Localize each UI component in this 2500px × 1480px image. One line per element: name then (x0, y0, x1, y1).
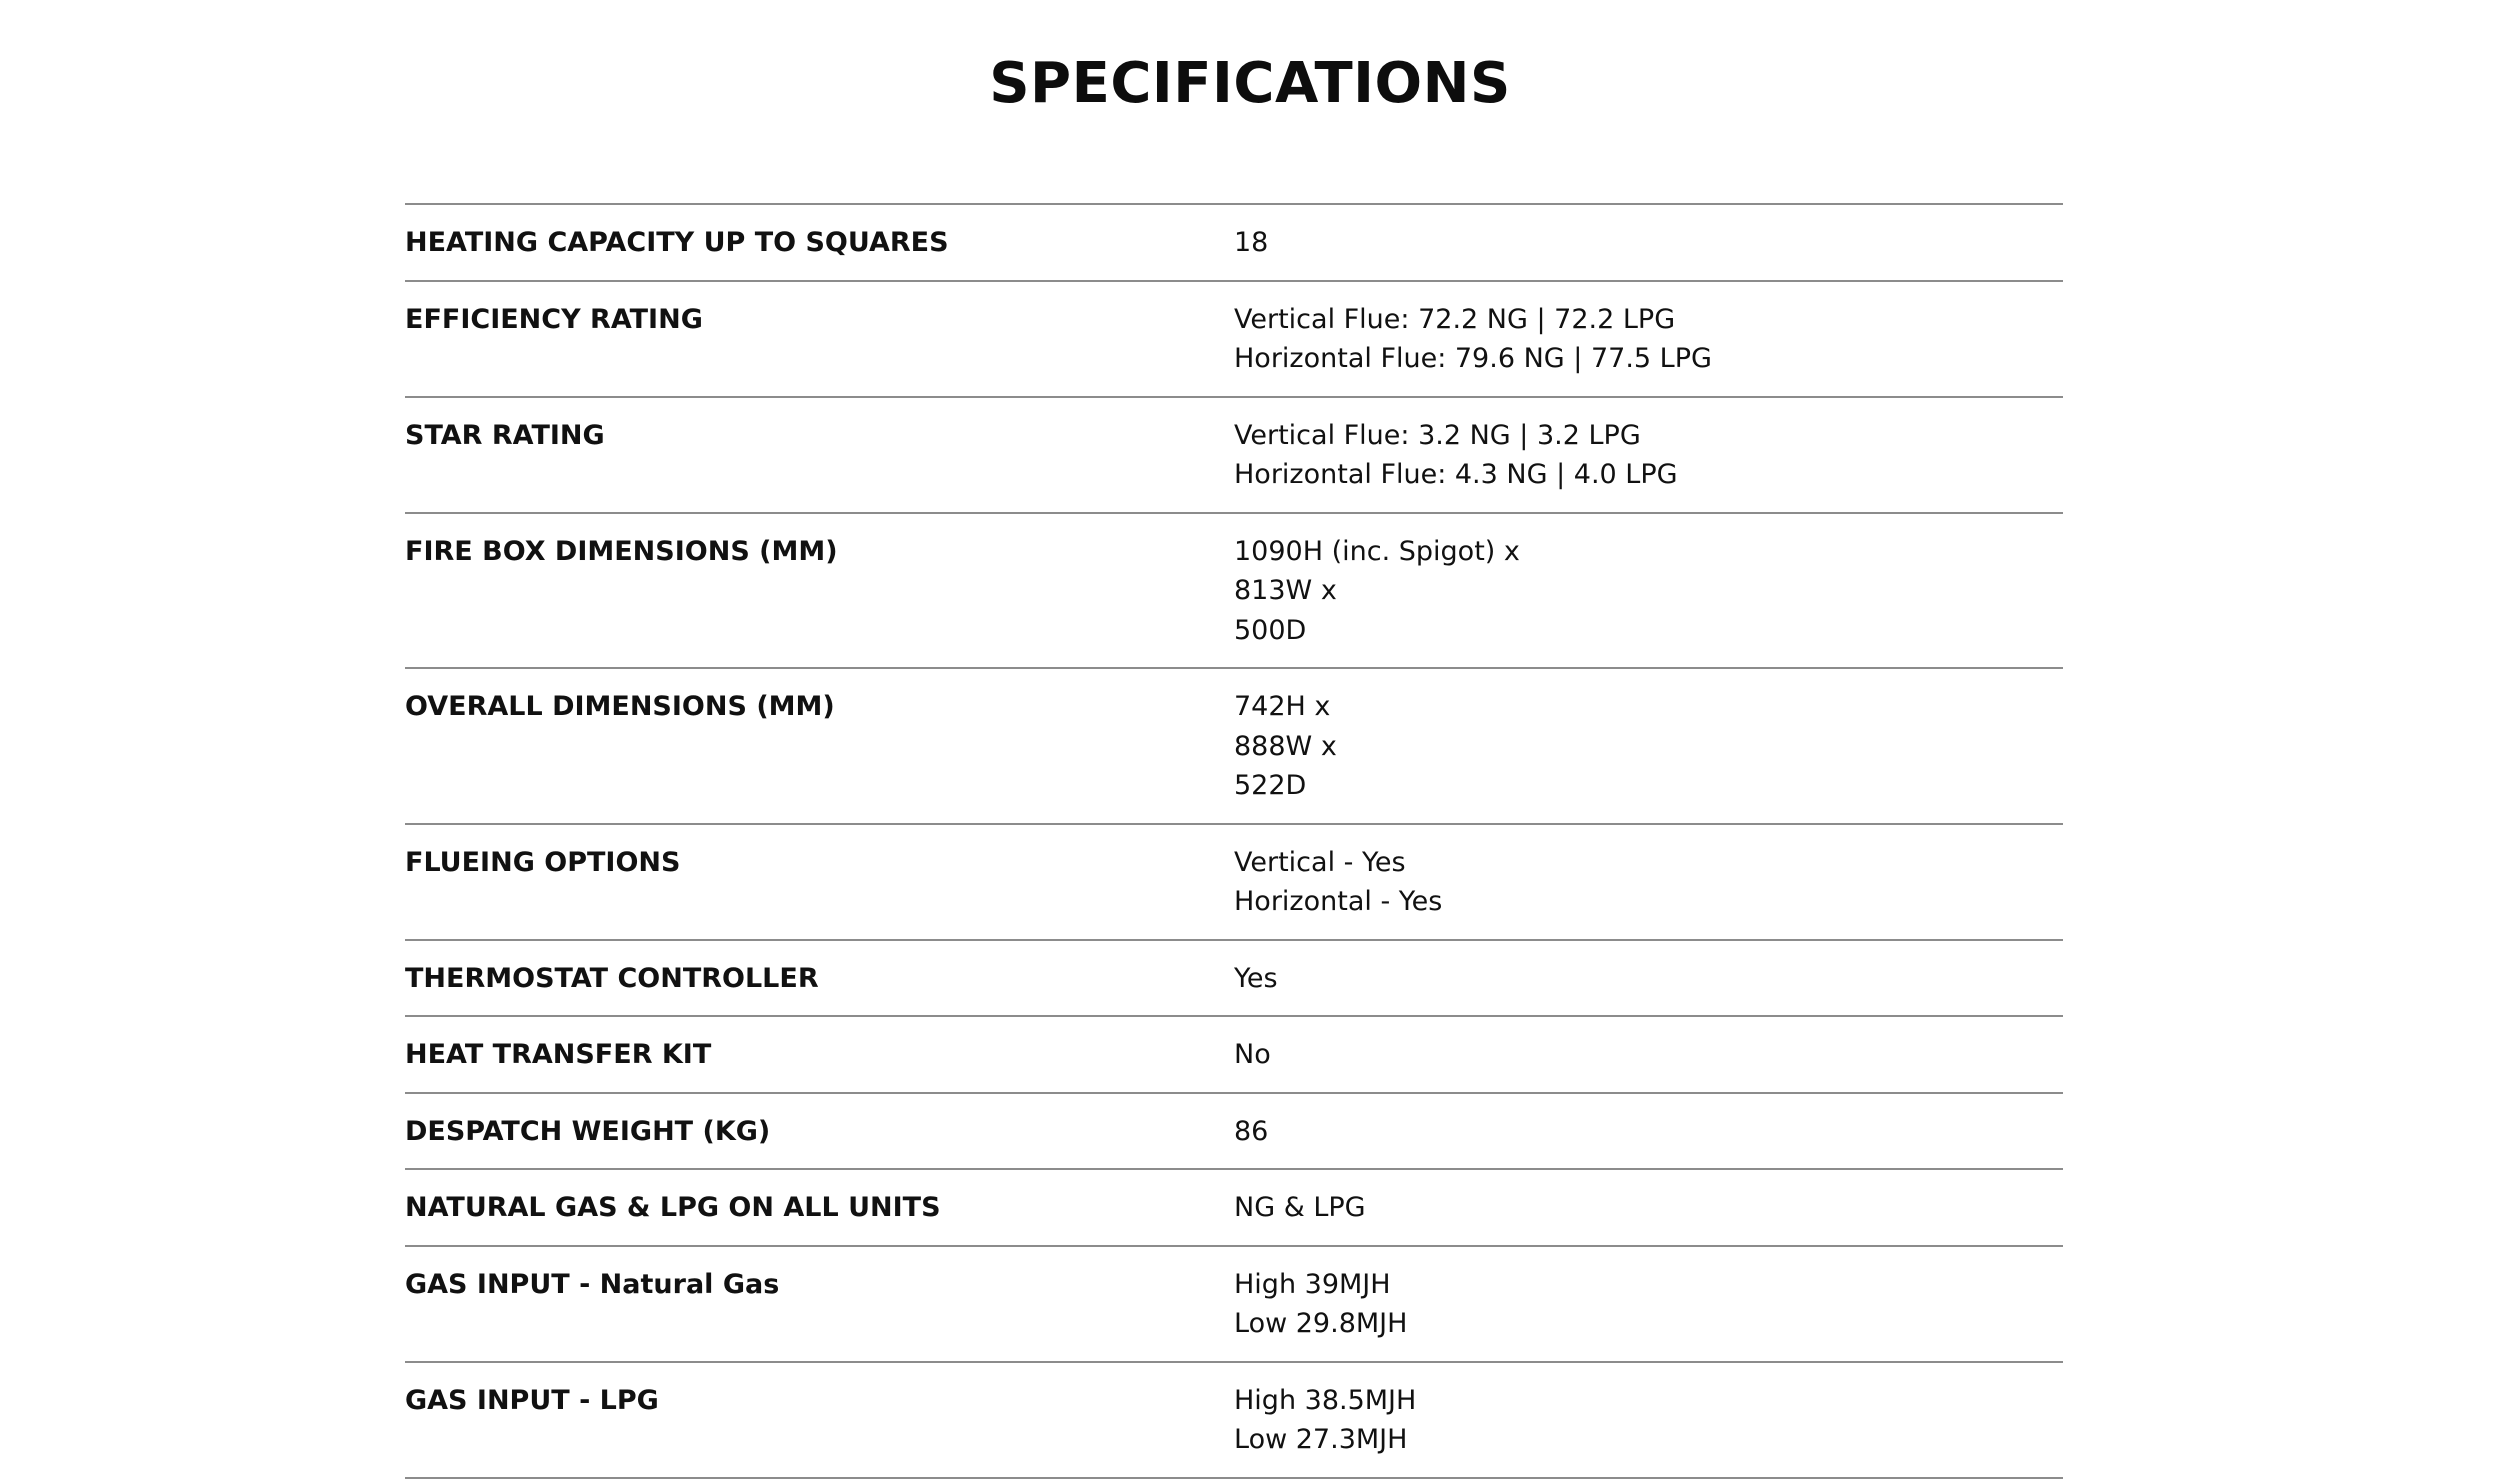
spec-label: STAR RATING (405, 419, 605, 451)
spec-value-line: 888W x (1234, 730, 1337, 762)
spec-value-line: 813W x (1234, 575, 1337, 606)
spec-value-line: 86 (1234, 1115, 1269, 1147)
spec-label: FLUEING OPTIONS (405, 846, 681, 878)
spec-row (405, 1363, 2063, 1479)
spec-value-line: Low 27.3MJH (1234, 1424, 1408, 1455)
spec-value-line: Vertical - Yes (1234, 846, 1406, 878)
spec-value-line: Vertical Flue: 72.2 NG | 72.2 LPG (1234, 303, 1676, 335)
spec-row (405, 205, 2063, 282)
spec-value (1234, 1381, 2063, 1460)
spec-value (1234, 223, 2063, 263)
spec-row (405, 1094, 2063, 1171)
spec-label: OVERALL DIMENSIONS (MM) (405, 691, 835, 722)
page-title: SPECIFICATIONS (989, 51, 1511, 116)
spec-row (405, 514, 2063, 670)
spec-value-line: Vertical Flue: 3.2 NG | 3.2 LPG (1234, 419, 1641, 451)
spec-value (1234, 416, 2063, 495)
spec-value-line: NG & LPG (1234, 1192, 1366, 1223)
spec-value (1234, 687, 2063, 806)
spec-row (405, 825, 2063, 941)
spec-label: EFFICIENCY RATING (405, 303, 703, 335)
spec-value (1234, 959, 2063, 999)
spec-value (1234, 843, 2063, 922)
spec-row (405, 669, 2063, 825)
spec-label: GAS INPUT - LPG (405, 1384, 659, 1416)
spec-row (405, 398, 2063, 514)
spec-value-line: Horizontal Flue: 4.3 NG | 4.0 LPG (1234, 459, 1678, 490)
spec-value-line: High 38.5MJH (1234, 1384, 1417, 1416)
spec-value (1234, 1035, 2063, 1075)
spec-value-line: 742H x (1234, 691, 1331, 722)
spec-value (1234, 532, 2063, 651)
spec-label: HEAT TRANSFER KIT (405, 1039, 712, 1070)
spec-value-line: 18 (1234, 227, 1269, 258)
spec-value-line: Horizontal - Yes (1234, 886, 1443, 917)
spec-row (405, 941, 2063, 1018)
spec-label: GAS INPUT - Natural Gas (405, 1268, 780, 1300)
spec-value-line: Horizontal Flue: 79.6 NG | 77.5 LPG (1234, 343, 1712, 374)
spec-label: DESPATCH WEIGHT (KG) (405, 1115, 771, 1147)
spec-value (1234, 300, 2063, 379)
spec-row (405, 1170, 2063, 1247)
spec-value-line: Yes (1234, 962, 1278, 994)
spec-row (405, 1017, 2063, 1094)
spec-value-line: Low 29.8MJH (1234, 1308, 1408, 1339)
spec-value-line: 522D (1234, 770, 1307, 801)
spec-label: HEATING CAPACITY UP TO SQUARES (405, 227, 949, 258)
spec-value (1234, 1112, 2063, 1152)
spec-label: FIRE BOX DIMENSIONS (MM) (405, 535, 838, 567)
specifications-table (405, 203, 2063, 1479)
spec-label: THERMOSTAT CONTROLLER (405, 962, 819, 994)
spec-label: NATURAL GAS & LPG ON ALL UNITS (405, 1192, 941, 1223)
spec-value (1234, 1188, 2063, 1228)
spec-row (405, 1247, 2063, 1363)
spec-row (405, 282, 2063, 398)
spec-value (1234, 1265, 2063, 1344)
spec-value-line: 500D (1234, 614, 1307, 646)
spec-value-line: 1090H (inc. Spigot) x (1234, 535, 1520, 567)
spec-value-line: High 39MJH (1234, 1268, 1391, 1300)
spec-value-line: No (1234, 1039, 1271, 1070)
